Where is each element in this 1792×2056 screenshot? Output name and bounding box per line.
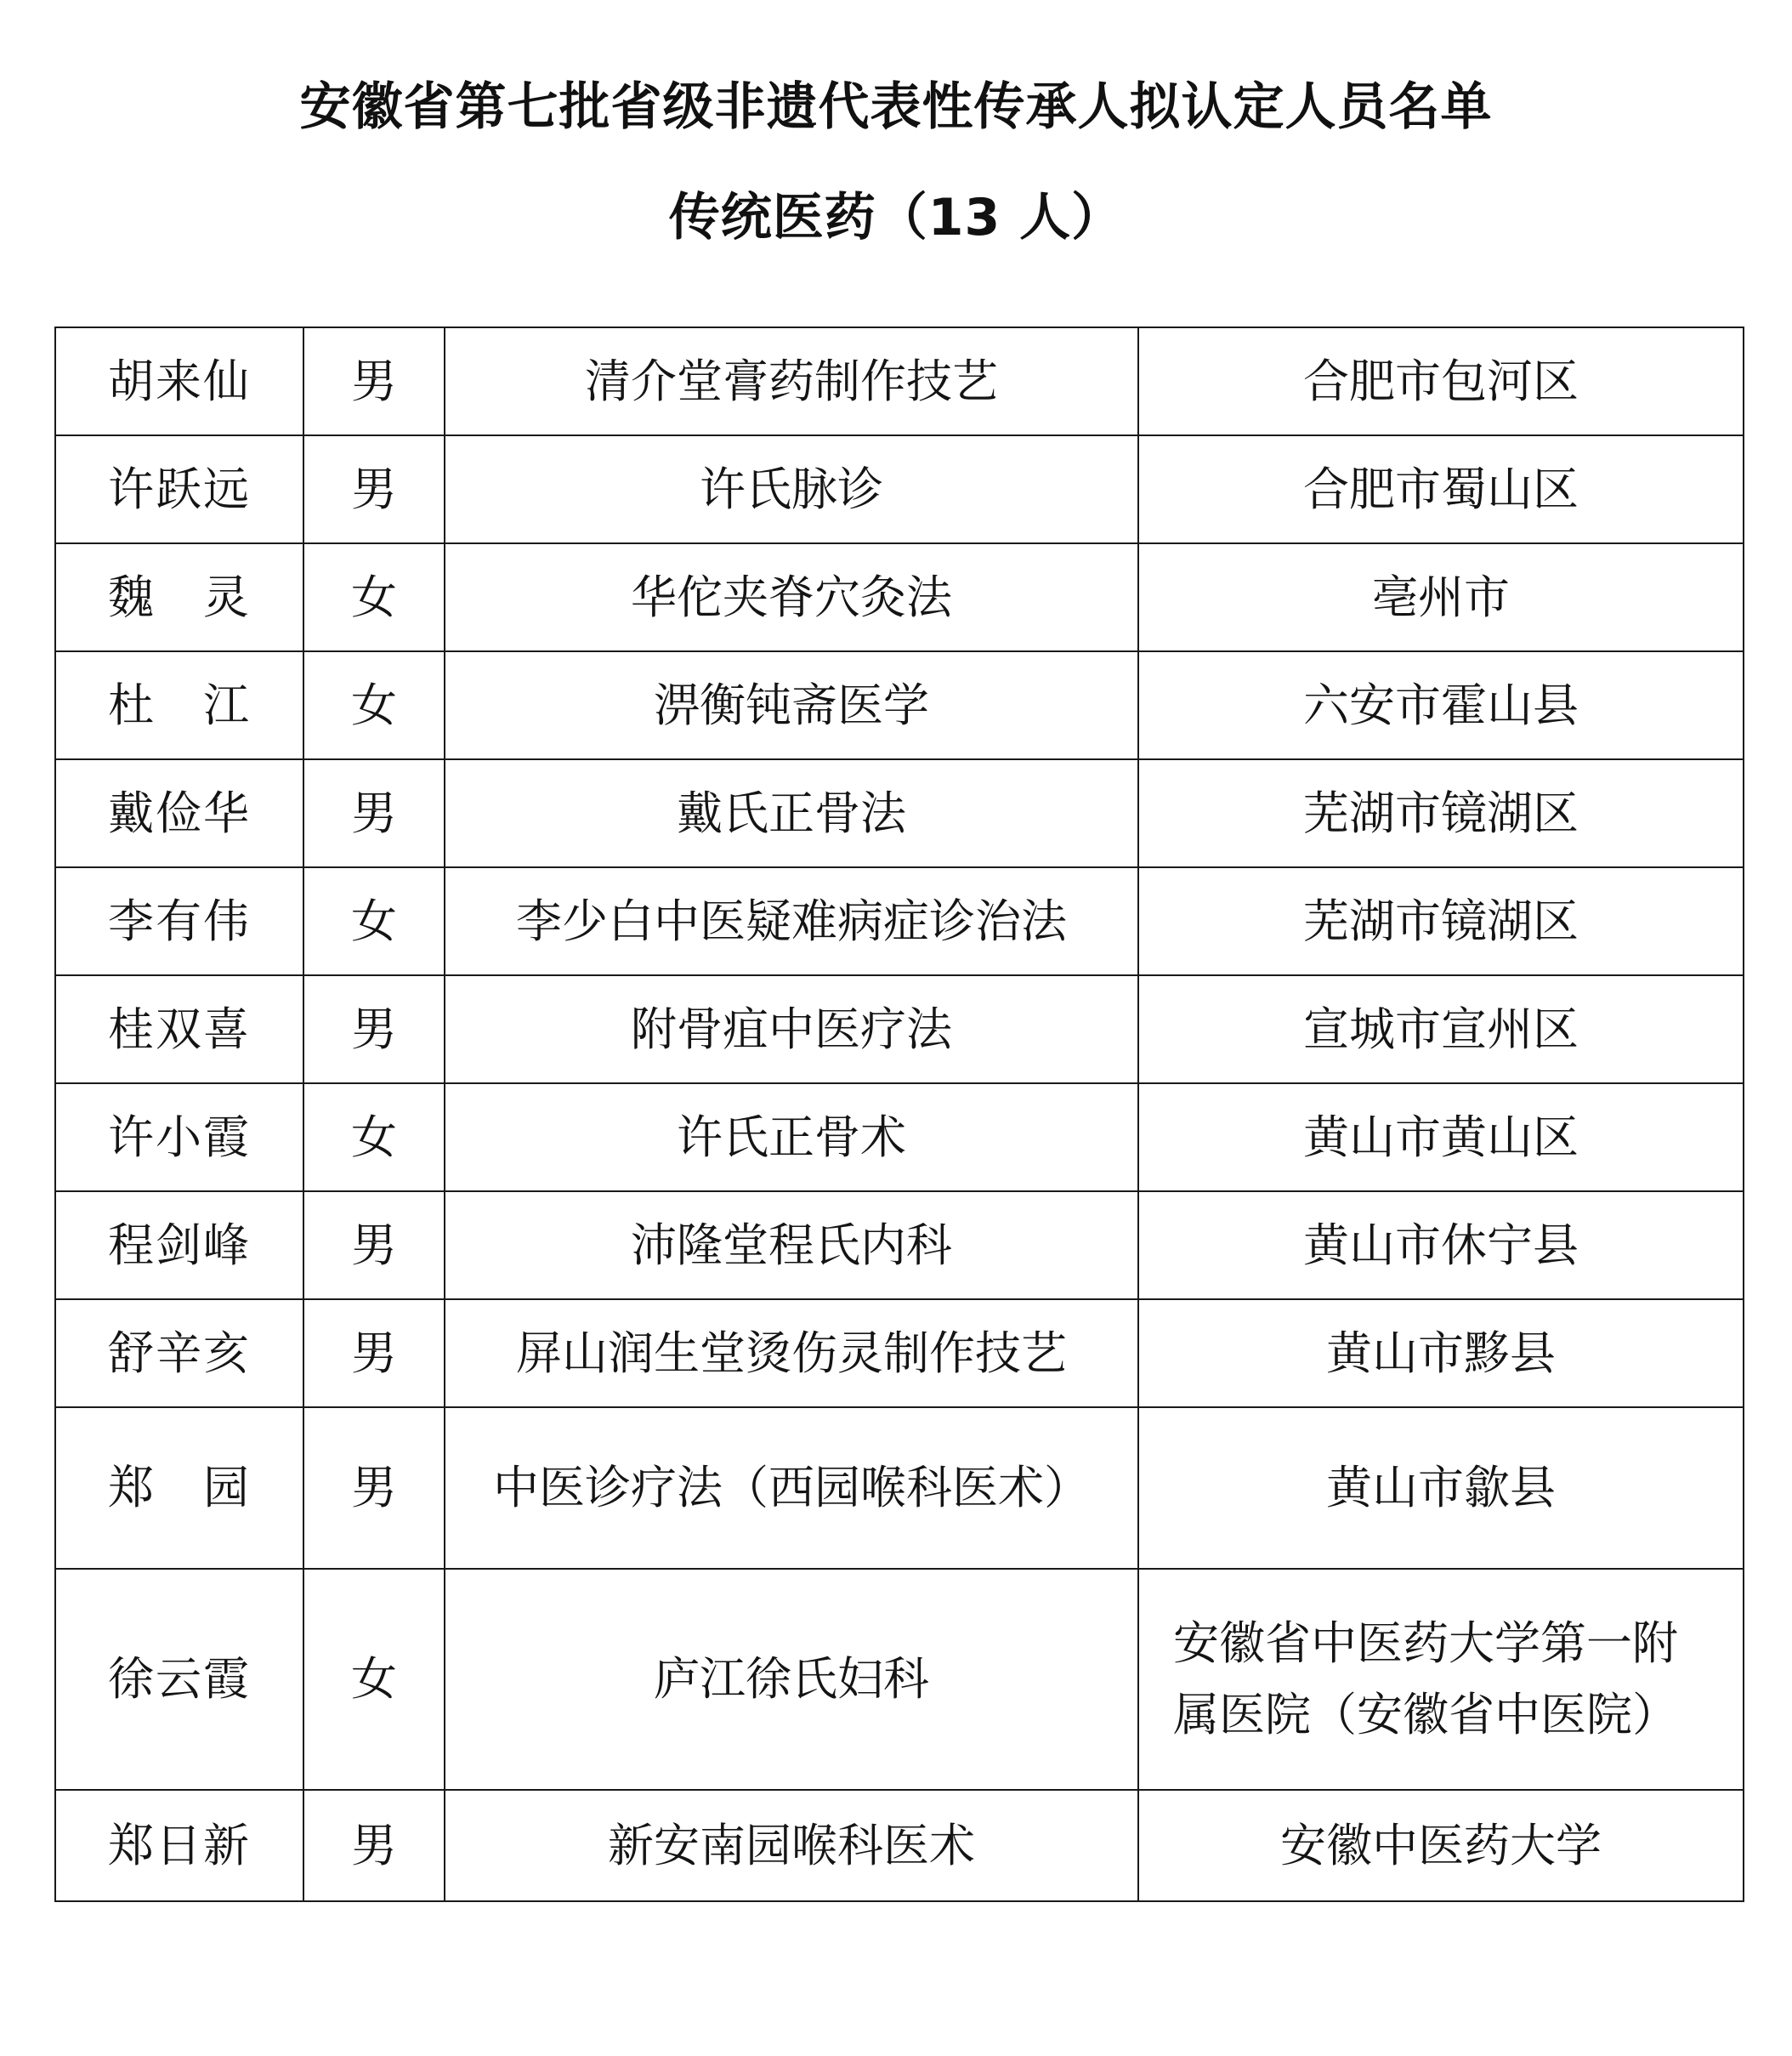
table-row bbox=[55, 975, 1744, 1083]
name-cell: 胡来仙 bbox=[55, 327, 303, 435]
table-row bbox=[55, 1790, 1744, 1901]
gender-cell: 男 bbox=[303, 975, 445, 1083]
table-row bbox=[55, 1299, 1744, 1407]
project-cell: 清介堂膏药制作技艺 bbox=[445, 327, 1138, 435]
name-cell: 舒辛亥 bbox=[55, 1299, 303, 1407]
table-row bbox=[55, 435, 1744, 543]
gender-cell: 男 bbox=[303, 435, 445, 543]
project-cell: 李少白中医疑难病症诊治法 bbox=[445, 867, 1138, 975]
gender-cell: 女 bbox=[303, 1569, 445, 1790]
table-row bbox=[55, 1191, 1744, 1299]
gender-cell: 女 bbox=[303, 1083, 445, 1191]
name-cell: 魏 灵 bbox=[55, 543, 303, 651]
gender-cell: 女 bbox=[303, 543, 445, 651]
gender-cell: 女 bbox=[303, 651, 445, 759]
area-cell: 芜湖市镜湖区 bbox=[1138, 867, 1744, 975]
name-cell: 徐云霞 bbox=[55, 1569, 303, 1790]
project-cell: 戴氏正骨法 bbox=[445, 759, 1138, 867]
area-cell: 合肥市蜀山区 bbox=[1138, 435, 1744, 543]
table-row bbox=[55, 867, 1744, 975]
name-cell: 郑 园 bbox=[55, 1407, 303, 1569]
area-cell: 合肥市包河区 bbox=[1138, 327, 1744, 435]
table-row bbox=[55, 651, 1744, 759]
gender-cell: 男 bbox=[303, 327, 445, 435]
area-cell: 黄山市休宁县 bbox=[1138, 1191, 1744, 1299]
name-cell: 程剑峰 bbox=[55, 1191, 303, 1299]
name-cell: 桂双喜 bbox=[55, 975, 303, 1083]
area-cell: 亳州市 bbox=[1138, 543, 1744, 651]
project-cell: 中医诊疗法（西园喉科医术） bbox=[445, 1407, 1138, 1569]
project-cell: 华佗夹脊穴灸法 bbox=[445, 543, 1138, 651]
document-title: 安徽省第七批省级非遗代表性传承人拟认定人员名单 bbox=[299, 77, 1493, 137]
area-cell: 六安市霍山县 bbox=[1138, 651, 1744, 759]
area-cell: 芜湖市镜湖区 bbox=[1138, 759, 1744, 867]
table-row bbox=[55, 543, 1744, 651]
table-row bbox=[55, 1407, 1744, 1569]
area-cell: 黄山市歙县 bbox=[1138, 1407, 1744, 1569]
project-cell: 庐江徐氏妇科 bbox=[445, 1569, 1138, 1790]
inheritor-table bbox=[54, 327, 1744, 1902]
project-cell: 许氏脉诊 bbox=[445, 435, 1138, 543]
project-cell: 附骨疽中医疗法 bbox=[445, 975, 1138, 1083]
area-cell: 安徽省中医药大学第一附属医院（安徽省中医院） bbox=[1138, 1569, 1744, 1790]
gender-cell: 男 bbox=[303, 759, 445, 867]
gender-cell: 男 bbox=[303, 1407, 445, 1569]
gender-cell: 男 bbox=[303, 1191, 445, 1299]
project-cell: 沛隆堂程氏内科 bbox=[445, 1191, 1138, 1299]
project-cell: 许氏正骨术 bbox=[445, 1083, 1138, 1191]
area-cell: 安徽中医药大学 bbox=[1138, 1790, 1744, 1901]
area-cell: 黄山市黟县 bbox=[1138, 1299, 1744, 1407]
name-cell: 李有伟 bbox=[55, 867, 303, 975]
name-cell: 郑日新 bbox=[55, 1790, 303, 1901]
name-cell: 戴俭华 bbox=[55, 759, 303, 867]
name-cell: 许跃远 bbox=[55, 435, 303, 543]
area-cell: 宣城市宣州区 bbox=[1138, 975, 1744, 1083]
gender-cell: 女 bbox=[303, 867, 445, 975]
document-subtitle: 传统医药（13 人） bbox=[668, 188, 1124, 247]
table-row bbox=[55, 327, 1744, 435]
name-cell: 许小霞 bbox=[55, 1083, 303, 1191]
table-row bbox=[55, 759, 1744, 867]
project-cell: 新安南园喉科医术 bbox=[445, 1790, 1138, 1901]
gender-cell: 男 bbox=[303, 1299, 445, 1407]
area-cell: 黄山市黄山区 bbox=[1138, 1083, 1744, 1191]
table-row bbox=[55, 1083, 1744, 1191]
project-cell: 淠衡钝斋医学 bbox=[445, 651, 1138, 759]
table-row bbox=[55, 1569, 1744, 1790]
gender-cell: 男 bbox=[303, 1790, 445, 1901]
project-cell: 屏山润生堂烫伤灵制作技艺 bbox=[445, 1299, 1138, 1407]
name-cell: 杜 江 bbox=[55, 651, 303, 759]
